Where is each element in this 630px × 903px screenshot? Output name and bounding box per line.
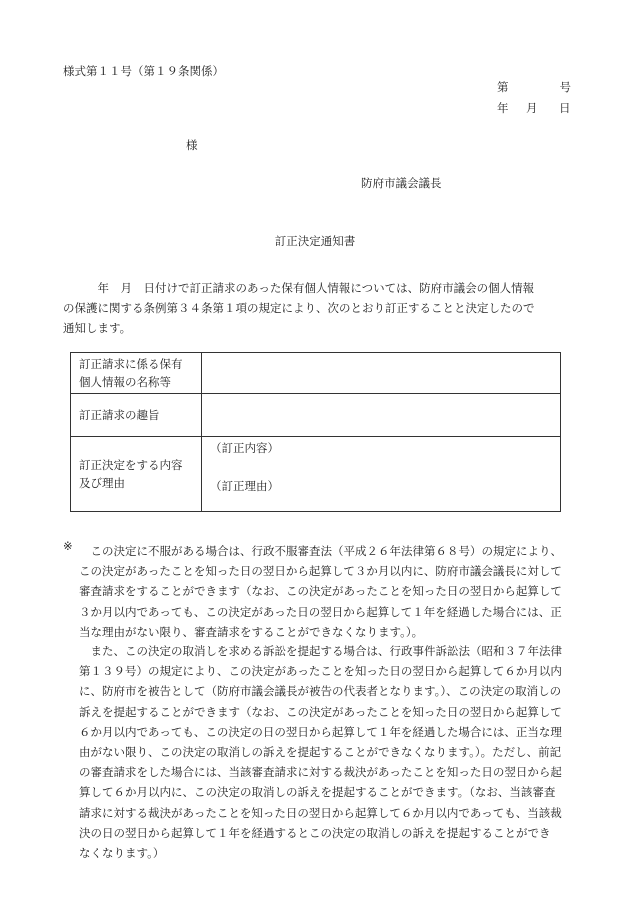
note-line: なくなります。） xyxy=(79,846,165,861)
label-line: 訂正請求に係る保有 xyxy=(79,357,183,371)
note-line: 第１３９号）の規定により、この決定があったことを知った日の翌日から起算して６か月以内 xyxy=(79,664,562,679)
note-line: また、この決定の取消しを求める訴訟を提起する場合は、行政事件訴訟法（昭和３７年法律 xyxy=(79,644,562,658)
note-line: 決の日の翌日から起算して１年を経過するとこの決定の取消しの訴えを提起することができ xyxy=(79,825,551,840)
decision-cell xyxy=(202,437,561,512)
note-line: 算して６か月以内に、この決定の取消しの訴えを提起することができます。（なお、当該審査 xyxy=(79,785,556,800)
number-suffix: 号 xyxy=(559,80,571,94)
document-title: 訂正決定通知書 xyxy=(274,234,356,248)
note-line: に、防府市を被告として（防府市議会議長が被告の代表者となります。）、この決定の取消しの xyxy=(79,684,562,699)
date-month: 月 xyxy=(526,101,538,115)
table-row xyxy=(71,353,561,394)
record-name-cell xyxy=(202,353,561,394)
intro-paragraph xyxy=(63,278,535,338)
form-number: 様式第１１号（第１９条関係） xyxy=(63,64,224,78)
date-day: 日 xyxy=(559,101,571,115)
correction-info-table xyxy=(70,352,561,512)
intro-line: の保護に関する条例第３４条第１項の規定により、次のとおり訂正することと決定したので xyxy=(63,301,535,315)
correction-reason-label: （訂正理由） xyxy=(210,479,279,493)
label-line: 個人情報の名称等 xyxy=(79,375,171,389)
label-line: 訂正決定をする内容 xyxy=(79,458,183,472)
note-line: この決定があったことを知った日の翌日から起算して３か月以内に、防府市議会議長に対して xyxy=(79,564,562,579)
note-line: 審査請求をすることができます（なお、この決定があったことを知った日の翌日から起算して xyxy=(79,584,562,599)
note-paragraph-2 xyxy=(79,641,562,863)
note-mark: ※ xyxy=(63,539,73,553)
addressee: 様 xyxy=(186,138,198,152)
label-line: 及び理由 xyxy=(79,476,125,490)
note-line: ３か月以内であっても、この決定があった日の翌日から起算して１年を経過した場合には、正 xyxy=(79,604,562,619)
row-label-decision xyxy=(71,437,202,512)
row-label-request-purpose: 訂正請求の趣旨 xyxy=(71,394,202,437)
note-line: の審査請求をした場合には、当該審査請求に対する裁決があったことを知った日の翌日から起 xyxy=(79,765,562,780)
table-row xyxy=(71,437,561,512)
correction-content-label: （訂正内容） xyxy=(210,441,279,455)
note-line: ６か月以内であっても、この決定の日の翌日から起算して１年を経過した場合には、正当な理 xyxy=(79,724,562,739)
intro-line: 年 月 日付けで訂正請求のあった保有個人情報については、防府市議会の個人情報 xyxy=(63,281,535,295)
intro-line: 通知します。 xyxy=(63,321,132,335)
note-line: 訴えを提起することができます（なお、この決定があったことを知った日の翌日から起算して xyxy=(79,704,562,719)
request-purpose-cell xyxy=(202,394,561,437)
note-line: この決定に不服がある場合は、行政不服審査法（平成２６年法律第６８号）の規定により、 xyxy=(79,544,562,558)
date-year: 年 xyxy=(497,101,509,115)
sender-name: 防府市議会議長 xyxy=(361,176,442,190)
table-row xyxy=(71,394,561,437)
row-label-record-name xyxy=(71,353,202,394)
note-line: 請求に対する裁決があったことを知った日の翌日から起算して６か月以内であっても、当該裁 xyxy=(79,805,562,820)
note-paragraph-1 xyxy=(79,541,562,642)
number-prefix: 第 xyxy=(497,80,509,94)
note-line: 当な理由がない限り、審査請求をすることができなくなります。）。 xyxy=(79,624,424,639)
note-line: 由がない限り、この決定の取消しの訴えを提起することができなくなります。）。ただし、前記 xyxy=(79,745,562,760)
